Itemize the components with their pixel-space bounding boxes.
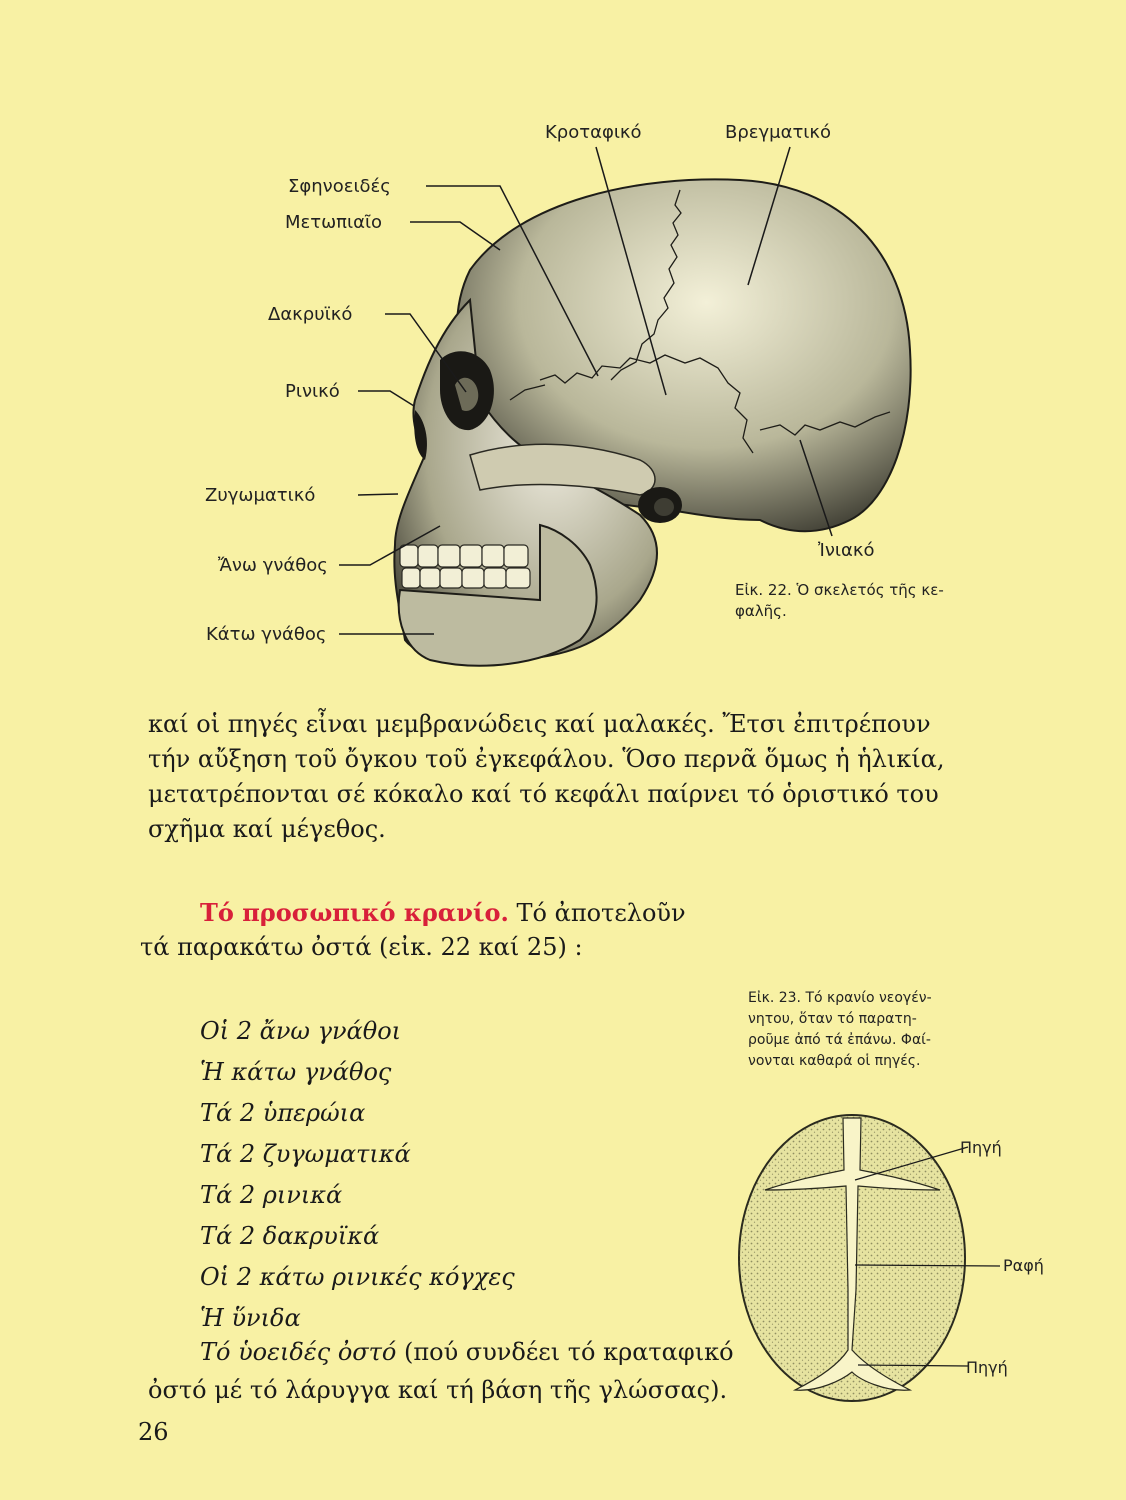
label-fontanelle-top: Πηγή [960, 1138, 1002, 1157]
label-sphenoid: Σφηνοειδές [288, 176, 391, 197]
label-lower-jaw: Κάτω γνάθος [206, 624, 327, 645]
section-heading-line [200, 898, 686, 928]
list-item: Τά 2 ὑπερώια [200, 1099, 366, 1127]
figure-23-caption-line: Εἰκ. 23. Τό κρανίο νεογέν- [748, 990, 932, 1006]
section-heading: Τό προσωπικό κρανίο. [200, 898, 509, 927]
figure-22-caption-line1: Εἰκ. 22. Ὁ σκελετός τῆς κε- [735, 581, 944, 599]
hyoid-desc: (πού συνδέει τό κραταφικό [396, 1338, 734, 1366]
figure-23-caption-line: νονται καθαρά οἱ πηγές. [748, 1053, 921, 1069]
label-upper-jaw: Ἄνω γνάθος [218, 555, 328, 576]
list-item: Τά 2 ρινικά [200, 1181, 343, 1209]
label-temporal: Κροταφικό [545, 122, 642, 143]
label-parietal: Βρεγματικό [725, 122, 832, 143]
section-intro-line2: τά παρακάτω ὀστά (εἰκ. 22 καί 25) : [140, 933, 583, 961]
paragraph-line: τήν αὔξηση τοῦ ὄγκου τοῦ ἐγκεφάλου. Ὅσο περνᾶ ὅμως ἡ ἡλικία, [148, 745, 945, 773]
figure-23-caption-line: ροῦμε ἀπό τά ἐπάνω. Φαί- [748, 1032, 931, 1048]
figure-22-caption [735, 580, 1025, 622]
list-item: Τά 2 ζυγωματικά [200, 1140, 411, 1168]
list-item: Οἱ 2 ἄνω γνάθοι [200, 1017, 402, 1045]
label-lacrimal: Δακρυϊκό [268, 304, 353, 325]
section-intro: Τό ἀποτελοῦν [508, 899, 686, 927]
figure-22-caption-line2: φαλῆς. [735, 602, 787, 620]
list-item: Ἡ κάτω γνάθος [200, 1058, 392, 1086]
hyoid-name: Τό ὑοειδές ὀστό [200, 1338, 397, 1366]
figure-23-caption-line: νητου, ὅταν τό παρατη- [748, 1011, 917, 1027]
list-item: Ἡ ὕνιδα [200, 1304, 301, 1332]
paragraph-line: καί οἱ πηγές εἶναι μεμβρανώδεις καί μαλακές. Ἔτσι ἐπιτρέπουν [148, 710, 931, 738]
label-fontanelle-bottom: Πηγή [966, 1358, 1008, 1377]
label-zygomatic: Ζυγωματικό [205, 485, 316, 506]
label-suture: Ραφή [1003, 1256, 1044, 1275]
list-item: Τά 2 δακρυϊκά [200, 1222, 380, 1250]
hyoid-line [200, 1338, 734, 1366]
paragraph-line: σχῆμα καί μέγεθος. [148, 815, 386, 843]
figure-23-caption [748, 988, 988, 1072]
hyoid-line2: ὀστό μέ τό λάρυγγα καί τή βάση τῆς γλώσσας). [148, 1376, 728, 1404]
label-occipital: Ἰνιακό [818, 540, 875, 561]
page-number: 26 [138, 1418, 169, 1446]
label-nasal: Ρινικό [285, 381, 340, 402]
label-frontal: Μετωπιαῖο [285, 212, 383, 233]
paragraph-line: μετατρέπονται σέ κόκαλο καί τό κεφάλι παίρνει τό ὁριστικό του [148, 780, 939, 808]
body-paragraph [148, 707, 988, 847]
list-item: Οἱ 2 κάτω ρινικές κόγχες [200, 1263, 515, 1291]
